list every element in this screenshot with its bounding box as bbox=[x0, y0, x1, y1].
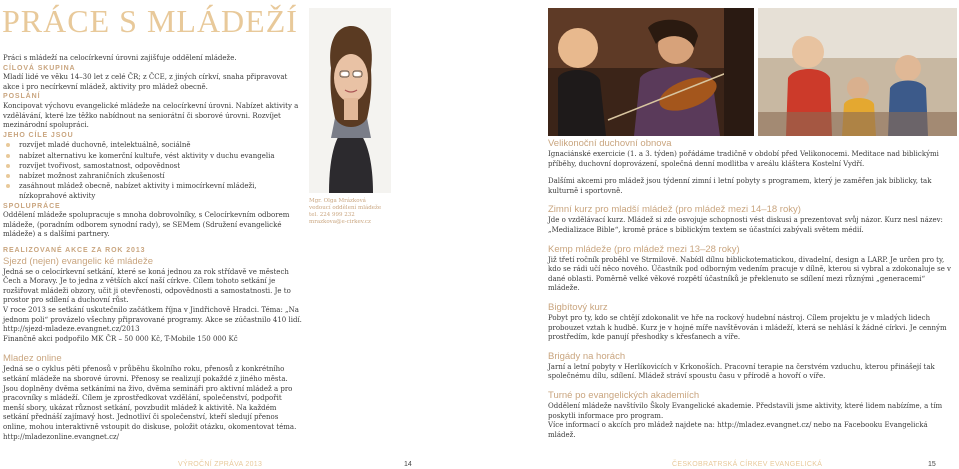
contact-name: Mgr. Olga Mrázková bbox=[309, 198, 366, 204]
cile-list bbox=[3, 140, 301, 201]
hory-text: Jarní a letní pobyty v Herlíkovicích v Krkonoších. Pracovní terapie na čerstvém vzduchu, kterou přinášejí tak společnému dílu, sdílení. Mládež stráví spoustu času v přírodě a hovoří o víře. bbox=[548, 362, 935, 381]
footer-left-label: VÝROČNÍ ZPRÁVA 2013 bbox=[178, 461, 263, 468]
list-item: zasáhnout mládež obecně, nabízet aktivity i mimocírkevní mládeži, nízkoprahové aktivity bbox=[3, 181, 301, 201]
velikonocni-text: Ignaciánské exercicie (1. a 3. týden) pořádáme tradičně v období před Velikonocemi. Meditace nad biblickými příběhy, duchovní doprovázení, společná denní modlitba v areálu kláštera Kostelní Vydří. bbox=[548, 150, 939, 168]
intro-text: Práci s mládeží na celocírkevní úrovni zajišťuje oddělení mládeže. bbox=[3, 54, 237, 62]
online-url[interactable]: http://mladezonline.evangnet.cz/ bbox=[3, 432, 120, 441]
contact-email[interactable]: mrazkova@e-cirkev.cz bbox=[309, 219, 371, 225]
cile-heading: JEHO CÍLE JSOU bbox=[3, 131, 74, 139]
page-title: PRÁCE S MLÁDEŽÍ bbox=[2, 3, 298, 39]
list-item: nabízet alternativu ke komerční kultuře, vést aktivity v duchu evangelia bbox=[3, 151, 301, 161]
kemp-text: Již třetí ročník proběhl ve Strmilově. Nabídl dílnu biblickotematickou, divadelní, design a LARP. Je určen pro ty, kdo se rádi učí něco nového. Účastník pod odborným vedením pracuje v dílně, kterou si vybral a zdokonaluje se v dané oblasti. Poměrně velké věkové rozpětí účastníků je překlenuto se sdílení mezi různými „generacemi“ mládeže. bbox=[548, 255, 952, 293]
contact-role: vedoucí oddělení mládeže bbox=[309, 205, 382, 211]
biggi-title: Bigbítový kurz bbox=[548, 301, 608, 313]
list-item: rozvíjet mladé duchovně, intelektuálně, sociálně bbox=[3, 140, 301, 150]
cilova-skupina-heading: CÍLOVÁ SKUPINA bbox=[3, 64, 76, 72]
photo-violin bbox=[548, 8, 754, 136]
velikonocni-text-2: Dalšími akcemi pro mládež jsou týdenní zimní i letní pobyty s programem, který je zaměřen jak biblicky, tak kulturně i sportovně. bbox=[548, 177, 932, 195]
sjezd-financing: Finančně akci podpořilo MK ČR – 50 000 Kč, T-Mobile 150 000 Kč bbox=[3, 334, 238, 343]
contact-phone: tel. 224 999 232 bbox=[309, 212, 355, 218]
list-item: nabízet možnost zahraničních zkušeností bbox=[3, 171, 301, 181]
list-item: rozvíjet tvořivost, samostatnost, odpovědnost bbox=[3, 161, 301, 171]
zimni-title: Zimní kurz pro mladší mládež (pro mládež mezi 14–18 roky) bbox=[548, 204, 801, 216]
footer-right-label: ČESKOBRATRSKÁ CÍRKEV EVANGELICKÁ bbox=[672, 461, 823, 468]
sjezd-title: Sjezd (nejen) evangelic ké mládeže bbox=[3, 255, 153, 267]
cilova-skupina-text: Mladí lidé ve věku 14–30 let z celé ČR; z ČCE, z jiných církví, snaha připravovat akce i pro necírkevní mládež, aktivity pro mládež obecně. bbox=[3, 73, 288, 91]
right-column bbox=[548, 138, 956, 440]
sjezd-text-2: V roce 2013 se setkání uskutečnilo začátkem října v Jindřichově Hradci. Téma: „Na jednom poli“ provázelo všechny připravované programy. Akce se zúčastnilo 410 lidí. bbox=[3, 305, 302, 324]
turne-text: Oddělení mládeže navštívilo Školy Evangelické akademie. Představili jsme aktivity, které lidem nabízíme, a tím poskytli informace pro program. bbox=[548, 401, 943, 420]
zimni-text: Jde o vzdělávací kurz. Mládež si zde osvojuje schopnosti vést diskusi a prezentovat svůj názor. Kurz nesl název: „Medializace Bible“, kromě práce s biblickým textem se účastníci zabývali světem médií. bbox=[548, 216, 943, 234]
hory-title: Brigády na horách bbox=[548, 350, 626, 362]
online-text: Jedná se o cyklus pěti přenosů v průběhu školního roku, přenosů z konkrétního setkání mládeže na sborové úrovni. Přenosy se realizují pokaždé z jiného města. Jsou doplněny dvěma setkáními na živo, dvěma semináři pro aktivní mládež a pro pracovníky s mládeží. Cílem je zprostředkovat vzdělání, společenství, podpořit menší sbory, ukázat různost setkání, povzbudit mládež k aktivitě. Na každém setkání přednáší zajímavý host. Jednotliví či společenství, kteří sledují přenos online, mohou interaktivně vstoupit do diskuse, položit otázku, okomentovat téma. bbox=[3, 365, 297, 431]
portrait-photo bbox=[309, 8, 391, 193]
footer-right-page-number: 15 bbox=[928, 461, 936, 468]
velikonocni-title: Velikonoční duchovní obnova bbox=[548, 138, 672, 149]
spoluprace-text: Oddělení mládeže spolupracuje s mnoha dobrovolníky, s Celocírkevním odborem mládeže, (poradním odborem synodní rady), se SEMem (Sdružení evangelické mládeže) a s dalšími partnery. bbox=[3, 211, 290, 239]
turne-title: Turné po evangelických akademiích bbox=[548, 389, 700, 401]
realizovane-heading: REALIZOVANÉ AKCE ZA ROK 2013 bbox=[3, 247, 146, 254]
poslani-text: Koncipovat výchovu evangelické mládeže na celocírkevní úrovni. Nabízet aktivity a vzdělávání, které lze těžko nabídnout na seniorátní či sborové úrovni. Rozvíjet mezinárodní spolupráci. bbox=[3, 101, 299, 130]
footer-left-page-number: 14 bbox=[404, 461, 412, 468]
sjezd-url[interactable]: http://sjezd-mladeze.evangnet.cz/2013 bbox=[3, 325, 140, 334]
turne-text-2: Více informací o akcích pro mládež najdete na: http://mladez.evangnet.cz/ nebo na Facebooku Evangelická mládež. bbox=[548, 421, 928, 439]
kemp-title: Kemp mládeže (pro mládež mezi 13–28 roky) bbox=[548, 243, 740, 255]
left-lower-column bbox=[3, 246, 303, 442]
contact-block bbox=[309, 198, 391, 226]
online-title: Mladez online bbox=[3, 353, 62, 365]
biggi-text: Pobyt pro ty, kdo se chtějí zdokonalit ve hře na rockový hudební nástroj. Cílem projektu je v mladých lidech probouzet vztah k hudbě. Kurz je v hojné míře navštěvován i mládeží, která se nehlásí k žádné církvi. Je cenným prostředím, kde panují přeshodky s křesťanech a víře. bbox=[548, 313, 947, 342]
left-column bbox=[3, 54, 301, 240]
photo-group bbox=[758, 8, 957, 136]
sjezd-text: Jedná se o celocírkevní setkání, které se koná jednou za rok střídavě ve městech Čech a Moravy. Je to jedna z větších akcí naší církve. Cílem tohoto setkání je rozšiřovat mládeži obzory, učit ji otevřenosti, odpovědnosti a samostatnosti. Je to prostor pro sdílení a duchovní růst. bbox=[3, 267, 291, 305]
spoluprace-heading: SPOLUPRÁCE bbox=[3, 202, 61, 210]
poslani-heading: POSLÁNÍ bbox=[3, 93, 41, 101]
